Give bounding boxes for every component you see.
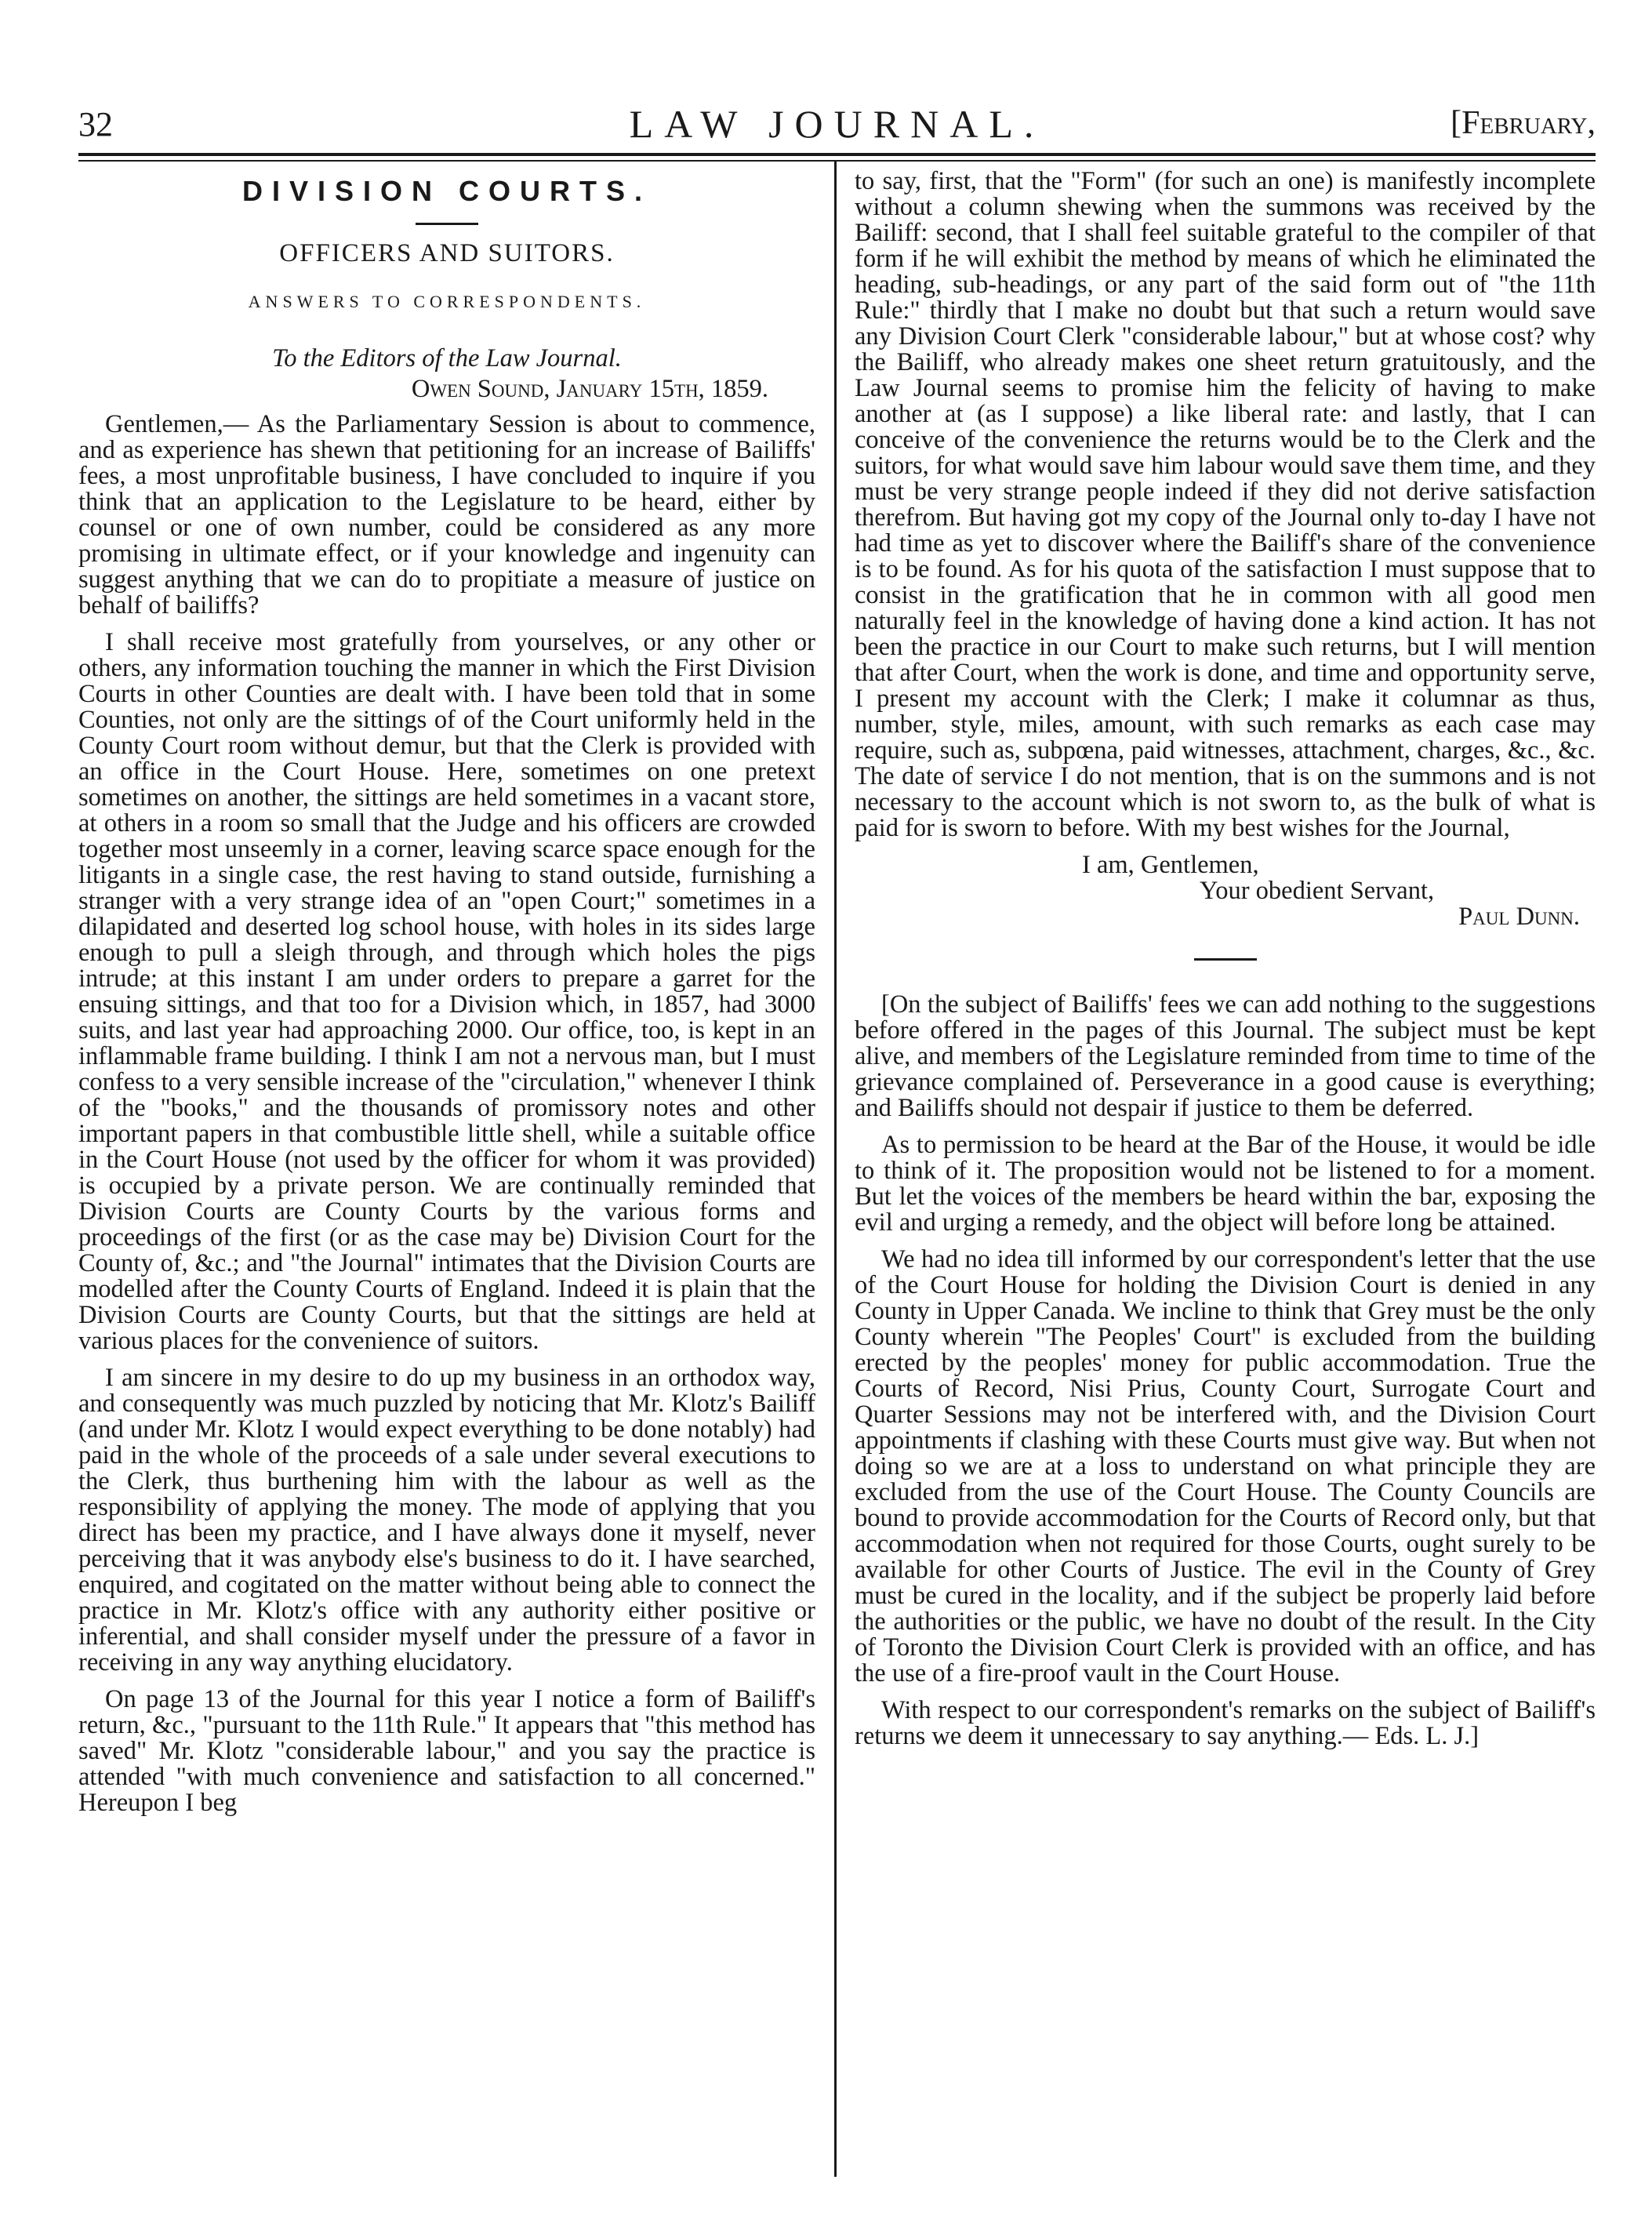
editor-paragraph: [On the subject of Bailiffs' fees we can add nothing to the suggestions before offered in the pages of this Journal. The subject must be kept alive, and members of the Legislature reminded from time to time of the grievance complained of. Perseverance in a good cause is everything; and Bailiffs should not despair if justice to them be deferred. [855, 990, 1596, 1122]
column-divider [834, 162, 837, 2177]
right-column [855, 169, 1596, 1760]
journal-title: LAW JOURNAL. [629, 102, 1045, 146]
letter-paragraph: On page 13 of the Journal for this year I notice a form of Bailiff's return, &c., "pursuant to the 11th Rule." It appears that "this method has saved" Mr. Klotz "considerable labour," and you say the practice is attended "with much convenience and satisfaction to all concerned." Hereupon I beg [78, 1685, 815, 1817]
editor-paragraph: With respect to our correspondent's remarks on the subject of Bailiff's returns we deem it unnecessary to say anything.— Eds. L. J.] [855, 1696, 1596, 1750]
title-rule [416, 223, 478, 225]
letter-servant: Your obedient Servant, [1200, 877, 1435, 905]
page-number: 32 [78, 105, 113, 143]
section-separator [1194, 958, 1257, 961]
letter-dateline: Owen Sound, January 15th, 1859. [411, 375, 768, 403]
section-subtitle: OFFICERS AND SUITORS. [279, 239, 615, 267]
left-column [78, 169, 815, 1827]
letter-signature: Paul Dunn. [1458, 903, 1580, 931]
header-rule-thick [78, 153, 1596, 156]
answers-heading: ANSWERS TO CORRESPONDENTS. [248, 292, 646, 311]
letter-paragraph: Gentlemen,— As the Parliamentary Session is about to commence, and as experience has shewn that petitioning for an increase of Bailiffs' fees, a most unprofitable business, I have concluded to inquire if you think that an application to the Legislature to be heard, either by counsel or one of own number, could be considered as any more promising in ultimate effect, or if your knowledge and ingenuity can suggest anything that we can do to propitiate a measure of justice on behalf of bailiffs? [78, 410, 815, 619]
page-header [78, 98, 1596, 153]
issue-month: [February, [1450, 105, 1596, 141]
letter-paragraph: I shall receive most gratefully from yourselves, or any other or others, any information touching the manner in which the First Division Courts in other Counties are dealt with. I have been told that in some Counties, not only are the sittings of of the Court uniformly held in the County Court room without demur, but that the Clerk is provided with an office in the Court House. Here, sometimes on one pretext sometimes on another, the sittings are held sometimes in a vacant store, at others in a room so small that the Judge and his officers are crowded together most unseemly in a corner, leaving scarce space enough for the litigants in a single case, the rest having to stand outside, furnishing a stranger with a very strange idea of an "open Court;" sometimes in a dilapidated and deserted log school house, with holes in its sides large enough to pull a sleigh through, and through which holes the pigs intrude; at this instant I am under orders to prepare a garret for the ensuing sittings, and that too for a Division which, in 1857, had 3000 suits, and last year had approaching 2000. Our office, too, is kept in an inflammable frame building. I think I am not a nervous man, but I must confess to a very sensible increase of the "circulation," whenever I think of the "books," and the thousands of promissory notes and other important papers in that combustible little shell, while a suitable office in the Court House (not used by the officer for whom it was provided) is occupied by a private person. We are continually reminded that Division Courts are County Courts by the various forms and proceedings of the first (or as the case may be) Division Court for the County of, &c.; and "the Journal" intimates that the Division Courts are modelled after the County Courts of England. Indeed it is plain that the Division Courts are County Courts, but that the sittings are held at various places for the convenience of suitors. [78, 628, 815, 1355]
letter-closing: I am, Gentlemen, [1082, 851, 1259, 879]
header-rule-thin [78, 160, 1596, 162]
letter-paragraph: I am sincere in my desire to do up my business in an orthodox way, and consequently was much puzzled by noticing that Mr. Klotz's Bailiff (and under Mr. Klotz I would expect everything to be done notably) had paid in the whole of the proceeds of a sale under several executions to the Clerk, thus burthening him with the labour as well as the responsibility of applying the money. The mode of applying that you direct has been my practice, and I have always done it myself, never perceiving that it was anybody else's business to do it. I have searched, enquired, and cogitated on the matter without being able to connect the practice in Mr. Klotz's office with any authority either positive or inferential, and shall consider myself under the pressure of a favor in receiving in any way anything elucidatory. [78, 1364, 815, 1677]
editor-paragraph: We had no idea till informed by our correspondent's letter that the use of the Court House for holding the Division Court is denied in any County in Upper Canada. We incline to think that Grey must be the only County wherein "The Peoples' Court" is excluded from the building erected by the peoples' money for public accommodation. True the Courts of Record, Nisi Prius, County Court, Surrogate Court and Quarter Sessions may not be interfered with, and the Division Court appointments if clashing with these Courts must give way. But when not doing so we are at a loss to understand on what principle they are excluded from the use of the Court House. The County Councils are bound to provide accommodation for the Courts of Record only, but that accommodation when not required for those Courts, ought surely to be available for other Courts of Justice. The evil in the County of Grey must be cured in the locality, and if the subject be properly laid before the authorities or the public, we have no doubt of the result. In the City of Toronto the Division Court Clerk is provided with an office, and has the use of a fire-proof vault in the Court House. [855, 1245, 1596, 1687]
letter-paragraph: to say, first, that the "Form" (for such an one) is manifestly incomplete without a column shewing when the summons was received by the Bailiff: second, that I shall feel suitable grateful to the compiler of that form if he will exhibit the method by means of which he eliminated the heading, sub-headings, or any part of the said form out of "the 11th Rule:" thirdly that I make no doubt but that such a return would save any Division Court Clerk "considerable labour," but at whose cost? why the Bailiff, who already makes one sheet return gratuitously, and the Law Journal seems to promise him the felicity of having to make another at (as I suppose) a like liberal rate: and lastly, that I can conceive of the convenience the returns would be to the Clerk and the suitors, for what would save him labour would save them time, and they must be very strange people indeed if they did not derive satisfaction therefrom. But having got my copy of the Journal only to-day I have not had time as yet to discover where the Bailiff's share of the convenience is to be found. As for his quota of the satisfaction I must suppose that to consist in the gratification that he in common with all good men naturally feel in the knowledge of having done a kind action. It has not been the practice in our Court to make such returns, but I will mention that after Court, when the work is done, and time and opportunity serve, I present my account with the Clerk; I make it columnar as thus, number, style, miles, amount, with such remarks as each case may require, such as, subpœna, paid witnesses, attachment, charges, &c., &c. The date of service I do not mention, that is on the summons and is not necessary to the account which is not sworn to, as the bulk of what is paid for is sworn to before. With my best wishes for the Journal, [855, 167, 1596, 842]
letter-salutation-heading: To the Editors of the Law Journal. [272, 344, 622, 372]
editor-paragraph: As to permission to be heard at the Bar of the House, it would be idle to think of it. The proposition would not be listened to for a moment. But let the voices of the members be heard within the bar, exposing the evil and urging a remedy, and the object will before long be attained. [855, 1131, 1596, 1237]
section-title: DIVISION COURTS. [241, 175, 652, 207]
